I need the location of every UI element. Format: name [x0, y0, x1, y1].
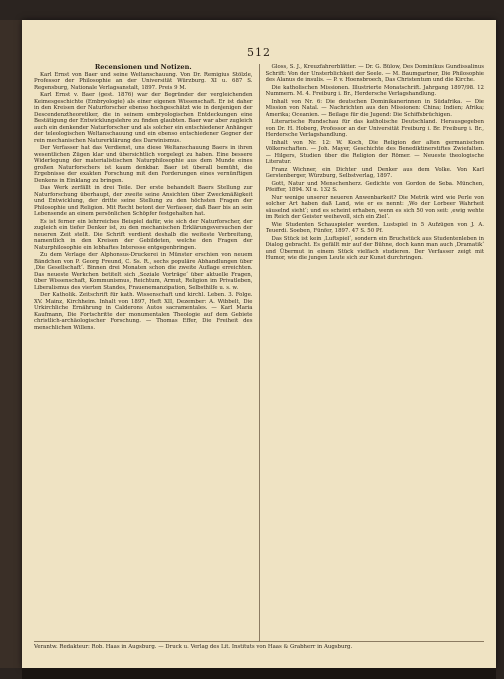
paragraph: Der Verfasser hat das Verdienst, uns diese Weltanschauung Baers in ihren wesentlichen Zügen klar und übersichtlich vorgelegt zu haben. Eine bessere Widerlegung der materialistischen Naturphilosophie aus dem Munde eines großen Naturforschers ist kaum denkbar. Baer ist überall bemüht, die Ergebnisse der exakten Forschung mit den Forderungen eines vernünftigen Denkens in Einklang zu bringen. — [34, 145, 253, 184]
paragraph: Karl Ernst von Baer und seine Weltanschauung. Von Dr. Remigius Stölzle, Professor der Philosophie an der Universität Würzburg. XI u. 687 S. Regensburg, Nationale Verlagsanstalt, 1897. Preis 9 M. — [34, 71, 253, 91]
paragraph: Literarische Rundschau für das katholische Deutschland. Herausgegeben von Dr. H. Hoberg, Professor an der Universität Freiburg i. Br. Freiburg i. Br., Herdersche Verlagshandlung. — [265, 119, 484, 138]
text-columns — [34, 64, 484, 642]
scan-bottom-edge — [22, 668, 496, 679]
paragraph: Zu dem Verlage der Alphonsus-Druckerei in Münster erschien von neuem Bändchen von P. Georg Freund, C. Ss. R., sechs populäre Abhandlungen über ‚Die Gesellschaft‘. Binnen drei Monaten schon die zweite Auflage erreichten. Das neueste Werkchen betitelt sich ‚Soziale Vorträge‘ über aktuelle Fragen, über Wissenschaft, Kommunismus, Reichtum, Armut, Religion im Privatleben, Liberalismus des vierten Standes, Frauenemanzipation, Selbsthilfe u. s. w. — [34, 252, 253, 291]
column-divider — [259, 64, 260, 642]
section-heading: Recensionen und Notizen. — [94, 64, 192, 71]
paragraph: Franz Wichner, ein Dichter und Denker aus dem Volke. Von Karl Gerstenberger, Würzburg, Selbstverlag, 1897. — [265, 166, 484, 179]
paragraph: Gloss, S. J., Kreuzfahrerblätter. — Dr. G. Bülow, Des Dominikus Gundissalinus Schrift: Von der Unsterblichkeit der Seele. — M. Baumgartner, Die Philosophie des Alanus de insulis. — P. v. Hoensbroech, Das Christentum und die Kirche. — [265, 64, 484, 83]
book-binding-edge — [0, 20, 22, 668]
paragraph: Die katholischen Missionen. Illustrierte Monatschrift. Jahrgang 1897/98. 12 Nummern. M. 4. Freiburg i. Br., Herdersche Verlagshandlung. — [265, 84, 484, 97]
paragraph: Karl Ernst v. Baer (gest. 1876) war der Begründer der vergleichenden Keimesgeschichte (Embryologie) als einer eigenen Wissenschaft. Er ist daher in den Kreisen der Naturforscher ebenso hochgeschätzt wie in denjenigen der Descendenztheoretiker, die in seinem embryologischen Entdeckungen eine Bestätigung der Entwicklungslehre zu finden glaubten. Baer war aber zugleich auch ein denkender Naturforscher und als solcher ein entschiedener Anhänger der teleologischen Weltanschauung und ein ebenso entschiedener Gegner der rein mechanischen Naturerklärung des Darwinismus. — [34, 92, 253, 144]
paragraph: Inhalt von Nr. 12: W. Koch, Die Religion der alten germanischen Völkerschaften. — Joh. Mayer, Geschichte des Benediktinerstiftes Zwiefalten. — Hilgers, Studien über die Religion der Römer. — Neueste theologische Literatur. — [265, 139, 484, 165]
left-column — [34, 64, 253, 642]
paragraph: Der Katholik. Zeitschrift für kath. Wissenschaft und kirchl. Leben. 3. Folge. XV. Mainz, Kirchheim. Inhalt von 1897, Heft XII, Dezember: A. Wibbelt, Die Urkirchliche Ernährung in Calderons Autos sacramentales. — Karl Maria Kaufmann, Die Fortschritte der monumentalen Theologie auf dem Gebiete christlich-archäologischer Forschung. — Thomas Effer, Die Freiheit des menschlichen Willens. — [34, 292, 253, 331]
paragraph: Es ist ferner ein lehrreiches Beispiel dafür, wie sich der Naturforscher, der zugleich ein tiefer Denker ist, zu den mechanischen Erklärungsversuchen der neueren Zeit stellt. Die Schrift verdient deshalb die weiteste Verbreitung, namentlich in den Kreisen der Gebildeten, welche den Fragen der Naturphilosophie ein lebhaftes Interesse entgegenbringen. — [34, 218, 253, 251]
right-column — [266, 64, 485, 642]
paragraph: Gott, Natur und Menschenherz. Gedichte von Gordon de Seba. München, Pfeiffer, 1894. XI u. 132 S. — [265, 180, 484, 193]
paragraph: Inhalt von Nr. 6: Die deutschen Dominikanerinnen in Südafrika. — Die Mission von Natal. — Nachrichten aus den Missionen: China; Indien; Afrika; Amerika; Oceanien. — Beilage für die Jugend: Die Schiffsbrüchigen. — [265, 98, 484, 118]
paragraph: Wie Studenten Schauspieler werden. Lustspiel in 5 Aufzügen von J. A. Teuerdi. Soeben, Fünfer, 1897. 47 S. 50 Pf. — [265, 221, 484, 234]
page-number: 512 — [247, 46, 271, 59]
paragraph: Nur wenige unserer neueren Anwenbarkeit? Die Metrik wird wie Perle von solcher Art haben daß Land, wie er es nennt: ‚Wo der Lorbeer Wahrheit säuselnd sieht‘; und es scheint erhaben, wenn es sich 50 von seit: ‚ewig wehte im Reich der Geister weihevoll, sich ein Ziel‘. — [265, 194, 484, 220]
paragraph: Das Stück ist kein ‚Luftspiel‘, sondern ein Bruchstück aus Studentenleben in Dialog gebracht. Es gefällt mir auf der Bühne, doch kann man auch ‚Dramatik‘ und Übermut in einem Stück vielfach studieren. Der Verfasser zeigt mit Humor, wie die jungen Leute sich zur Kunst durchringen. — [265, 235, 484, 261]
book-page — [22, 20, 496, 668]
paragraph: Das Werk zerfällt in drei Teile. Der erste behandelt Baers Stellung zur Naturforschung überhaupt, der zweite seine Ansichten über Zweckmäßigkeit und Entwicklung, der dritte seine Stellung zu den höchsten Fragen der Philosophie und Religion. Mit Recht betont der Verfasser, daß Baer bis an sein Lebensende an einem persönlichen Schöpfer festgehalten hat. — [34, 185, 253, 217]
imprint-footer: Verantw. Redakteur: Rob. Haas in Augsburg. — Druck u. Verlag des Lit. Instituts von Haas & Grabherr in Augsburg. — [34, 641, 484, 650]
